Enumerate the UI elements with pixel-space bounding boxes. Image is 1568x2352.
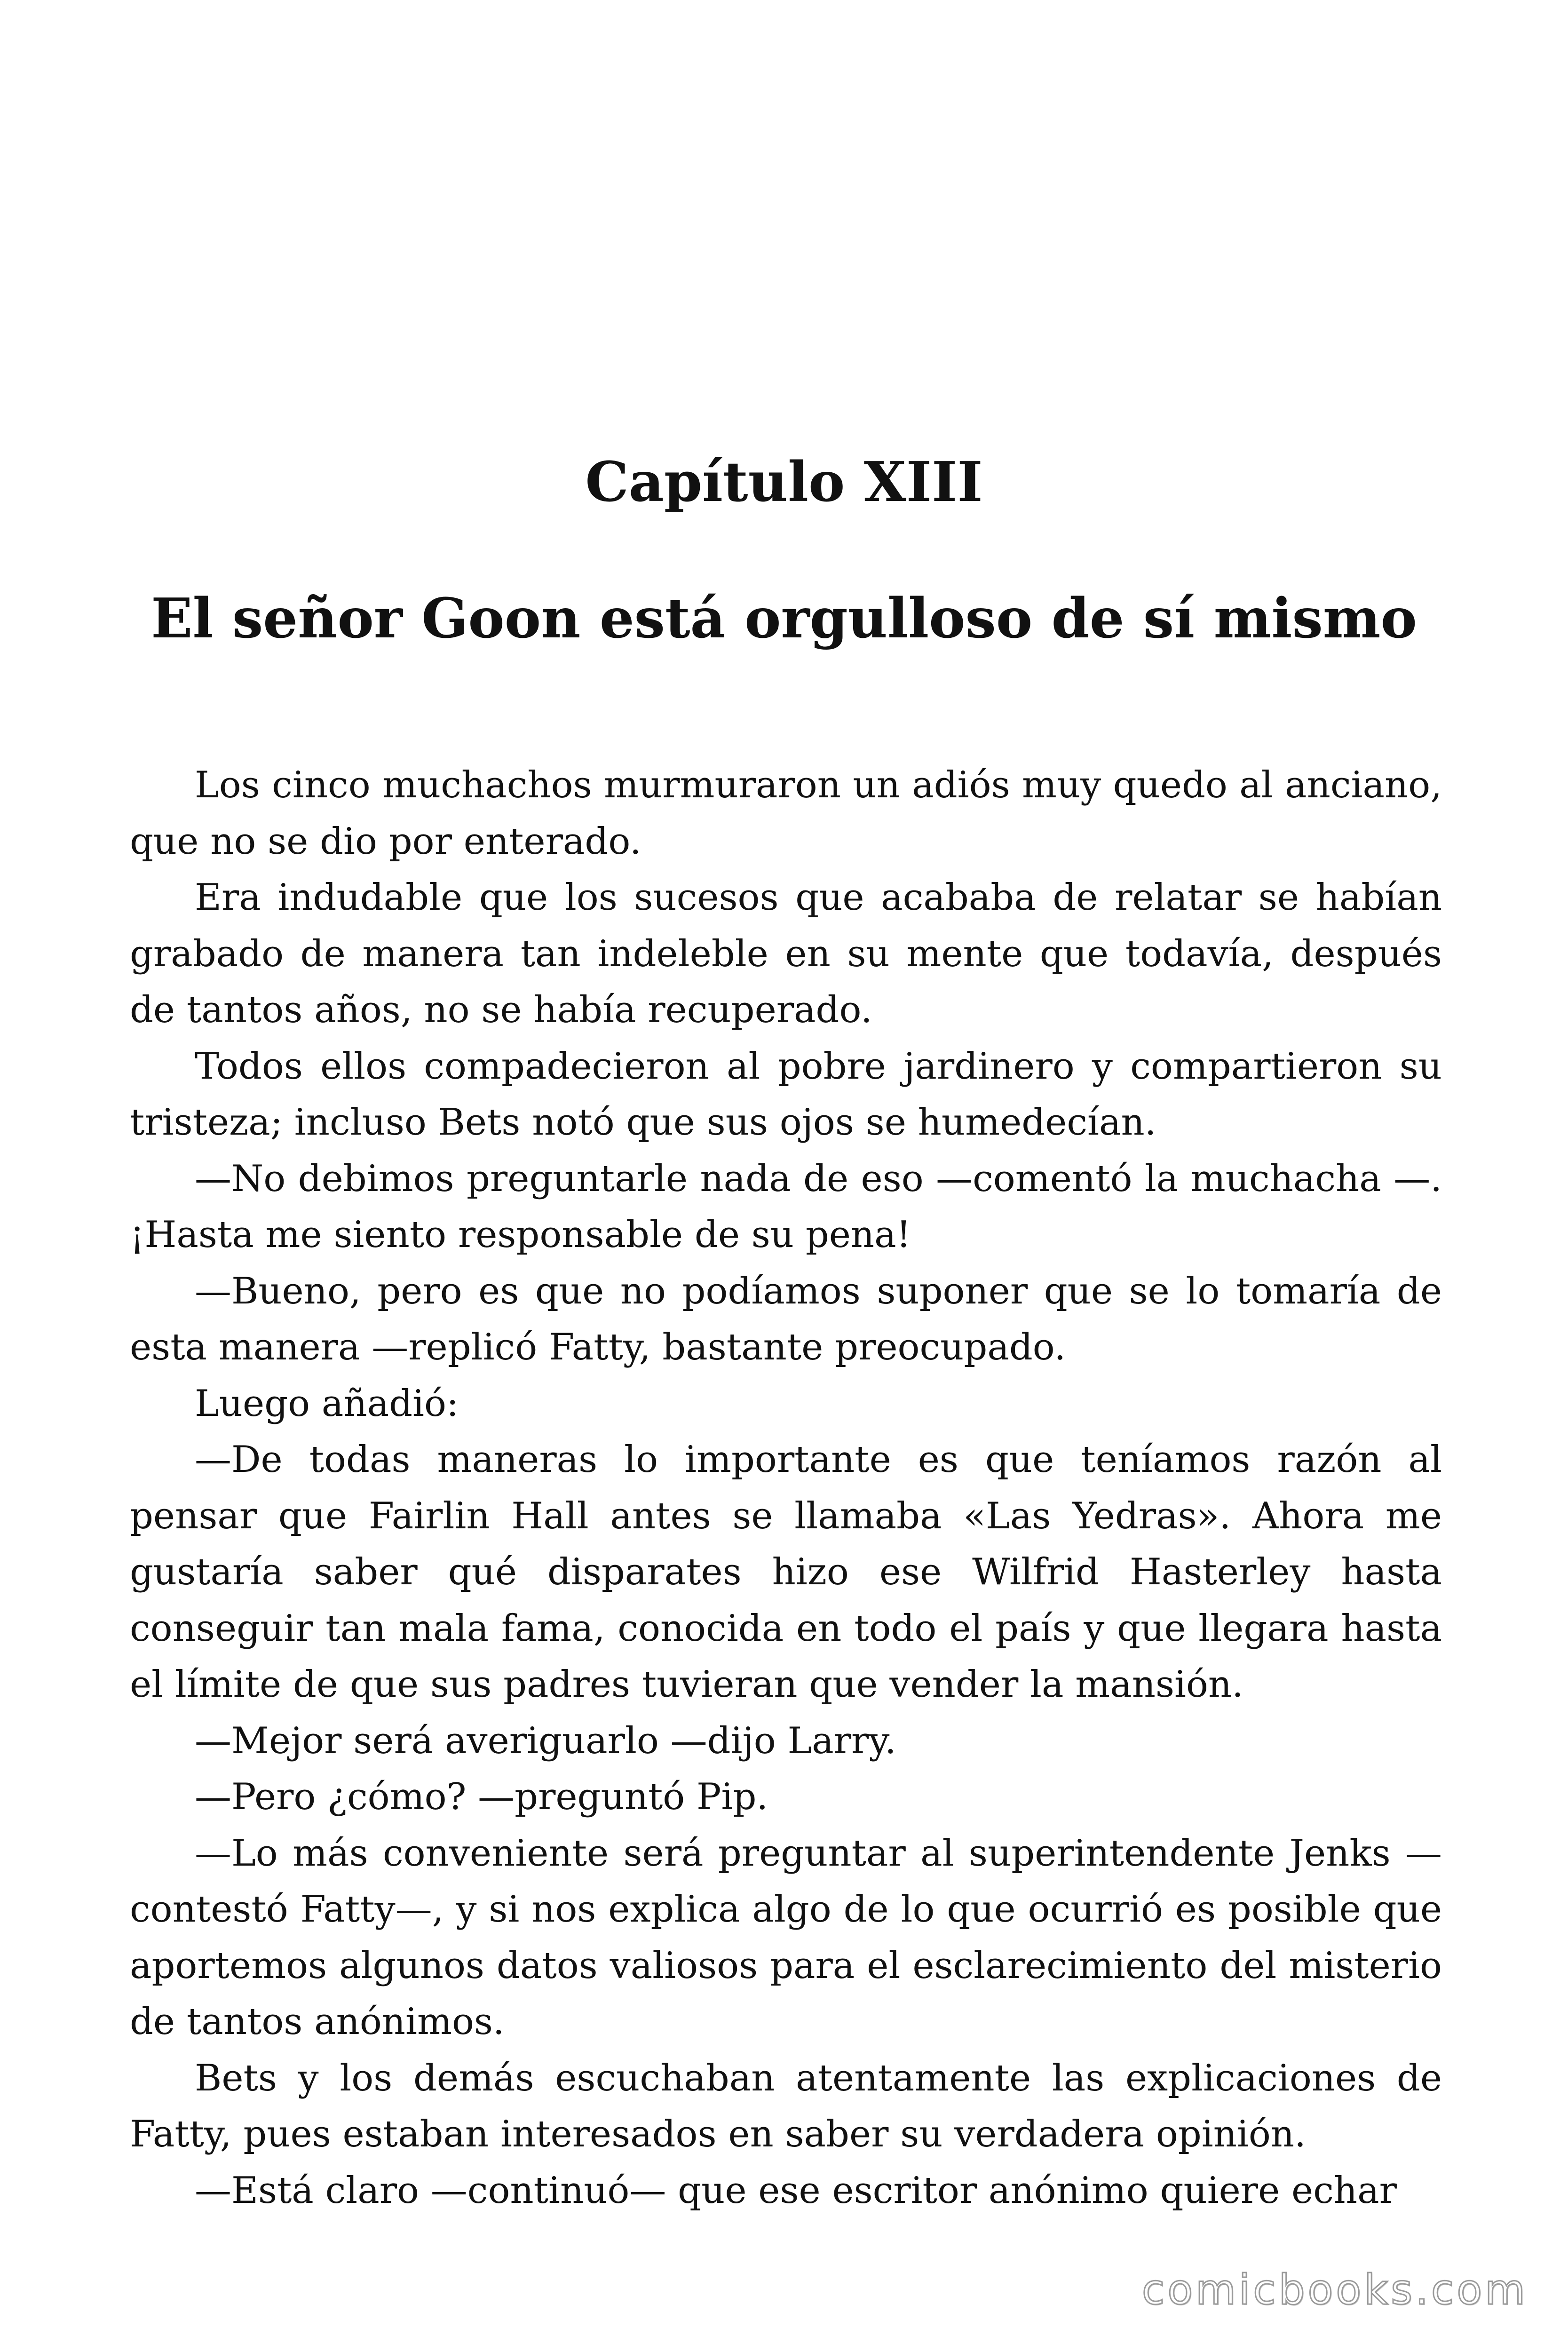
paragraph: —Está claro —continuó— que ese escritor anónimo quiere echar [195,2169,1397,2212]
paragraph: —No debimos preguntarle nada de eso —comentó la muchacha —. ¡Hasta me siento responsable de su pena! [130,1157,1442,1256]
paragraph: —Lo más conveniente será preguntar al superintendente Jenks —contestó Fatty—, y si nos explica algo de lo que ocurrió es posible que aportemos algunos datos valiosos para el esclarecimiento del misterio de tantos anónimos. [130,1832,1442,2043]
paragraph: Los cinco muchachos murmuraron un adiós muy quedo al anciano, que no se dio por enterado. [130,764,1442,863]
paragraph: —Bueno, pero es que no podíamos suponer que se lo tomaría de esta manera —replicó Fatty, bastante preocupado. [130,1270,1442,1368]
chapter-number: Capítulo XIII [585,450,983,514]
paragraph: —De todas maneras lo importante es que teníamos razón al pensar que Fairlin Hall antes se llamaba «Las Yedras». Ahora me gustaría saber qué disparates hizo ese Wilfrid Hasterley hasta conseguir tan mala fama, conocida en todo el país y que llegara hasta el límite de que sus padres tuvieran que vender la mansión. [130,1438,1442,1706]
chapter-body [130,757,1442,2219]
paragraph: Era indudable que los sucesos que acababa de relatar se habían grabado de manera tan indeleble en su mente que todavía, después de tantos años, no se había recuperado. [130,876,1442,1031]
watermark: comicbooks.com [1141,2265,1528,2314]
paragraph: Todos ellos compadecieron al pobre jardinero y compartieron su tristeza; incluso Bets notó que sus ojos se humedecían. [130,1045,1442,1144]
paragraph: Luego añadió: [195,1382,459,1425]
paragraph: —Pero ¿cómo? —preguntó Pip. [195,1776,768,1818]
paragraph: —Mejor será averiguarlo —dijo Larry. [195,1719,896,1762]
chapter-title: El señor Goon está orgulloso de sí mismo [151,587,1417,651]
paragraph: Bets y los demás escuchaban atentamente las explicaciones de Fatty, pues estaban interesados en saber su verdadera opinión. [130,2057,1442,2155]
